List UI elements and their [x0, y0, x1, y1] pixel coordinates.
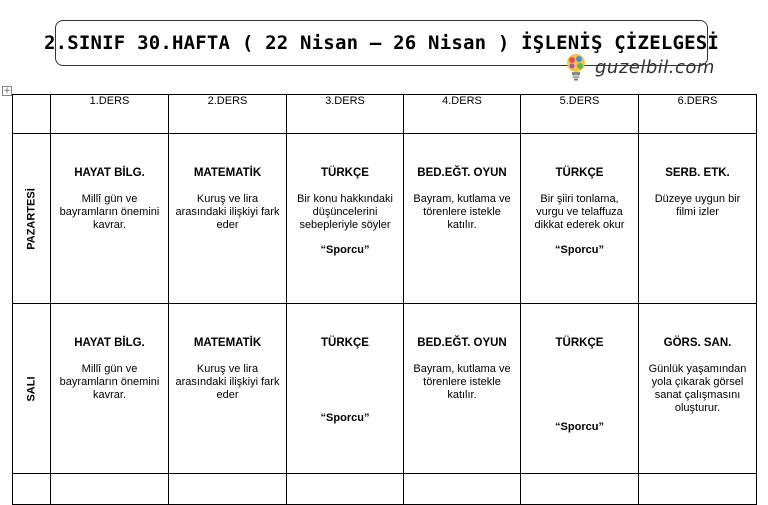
lesson-cell [287, 304, 404, 474]
lesson-cell [169, 304, 287, 474]
site-logo [563, 52, 715, 82]
lesson-cell [169, 474, 287, 505]
lesson-cell [404, 134, 521, 304]
page-title: 2.SINIF 30.HAFTA ( 22 Nisan – 26 Nisan ) İŞLENİŞ ÇİZELGESİ [43, 32, 720, 54]
spacer [287, 350, 403, 412]
day-cell [13, 304, 51, 474]
column-header: 2.DERS [169, 95, 287, 134]
lesson-description: Kuruş ve lira arasındaki ilişkiyi fark eder [175, 193, 280, 231]
day-row-sali [13, 304, 757, 474]
lesson-description: Kuruş ve lira arasındaki ilişkiyi fark eder [175, 363, 280, 401]
lesson-note: “Sporcu” [555, 421, 604, 433]
lesson-note: “Sporcu” [320, 244, 370, 256]
column-header: 5.DERS [521, 95, 639, 134]
lesson-cell [521, 474, 639, 505]
lesson-cell [51, 474, 169, 505]
lesson-note: “Sporcu” [320, 412, 370, 424]
column-header: 3.DERS [287, 95, 404, 134]
lesson-subject: TÜRKÇE [555, 167, 604, 179]
lesson-subject: TÜRKÇE [321, 337, 369, 349]
column-header: 6.DERS [639, 95, 757, 134]
lesson-cell [404, 304, 521, 474]
lesson-description: Günlük yaşamından yola çıkarak görsel sanat çalışmasını oluşturur. [648, 363, 747, 414]
lesson-subject: MATEMATİK [193, 167, 262, 179]
lesson-cell [404, 474, 521, 505]
lesson-cell [169, 134, 287, 304]
next-day-row [13, 474, 757, 505]
column-header: 4.DERS [404, 95, 521, 134]
lesson-subject: TÜRKÇE [321, 167, 369, 179]
lesson-cell [521, 304, 639, 474]
lesson-description: Millî gün ve bayramların önemini kavrar. [59, 363, 160, 401]
lesson-subject: BED.EĞT. OYUN [417, 167, 507, 179]
move-handle-icon[interactable]: + [3, 86, 11, 96]
spacer [521, 350, 638, 421]
lesson-cell [639, 474, 757, 505]
lesson-description: Bir şiiri tonlama, vurgu ve telaffuza dikkat ederek okur [534, 193, 625, 231]
corner-cell [13, 95, 51, 134]
day-row-pazartesi [13, 134, 757, 304]
lesson-cell [639, 134, 757, 304]
lesson-cell [51, 134, 169, 304]
lesson-subject: TÜRKÇE [555, 337, 604, 349]
lightbulb-icon [563, 52, 589, 82]
lesson-cell [639, 304, 757, 474]
lesson-cell [287, 134, 404, 304]
lesson-note: “Sporcu” [555, 244, 604, 256]
schedule-table [12, 94, 757, 505]
lesson-cell [287, 474, 404, 505]
logo-text: guzelbil.com [595, 56, 715, 78]
lesson-subject: HAYAT BİLG. [74, 337, 145, 349]
day-cell [13, 474, 51, 505]
header-row [13, 95, 757, 134]
lesson-subject: SERB. ETK. [665, 167, 730, 179]
day-cell [13, 134, 51, 304]
lesson-description: Düzeye uygun bir filmi izler [654, 193, 741, 218]
lesson-description: Bayram, kutlama ve törenlere istekle katılır. [413, 193, 511, 231]
day-label: PAZARTESİ [25, 187, 37, 250]
lesson-cell [521, 134, 639, 304]
lesson-subject: GÖRS. SAN. [663, 337, 732, 349]
lesson-description: Millî gün ve bayramların önemini kavrar. [59, 193, 160, 231]
lesson-description: Bir konu hakkındaki düşüncelerini sebepleriyle söyler [297, 193, 393, 231]
day-label: SALI [25, 375, 37, 402]
column-header: 1.DERS [51, 95, 169, 134]
lesson-subject: BED.EĞT. OYUN [417, 337, 507, 349]
lesson-description: Bayram, kutlama ve törenlere istekle katılır. [413, 363, 511, 401]
lesson-subject: HAYAT BİLG. [74, 167, 145, 179]
lesson-cell [51, 304, 169, 474]
lesson-subject: MATEMATİK [193, 337, 262, 349]
